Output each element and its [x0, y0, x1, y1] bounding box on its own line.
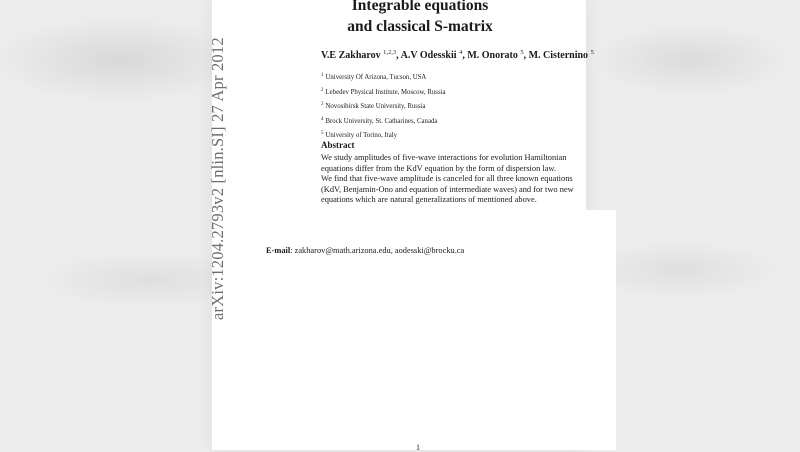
- affiliation-text: University Of Arizona, Tucson, USA: [325, 74, 427, 81]
- abstract-line: We study amplitudes of five-wave interactions for evolution Hamiltonian: [321, 153, 567, 162]
- author-name: A.V Odesskii: [400, 50, 457, 61]
- affiliation-text: Brock University, St. Catharines, Canada: [325, 117, 438, 125]
- page-number: 1: [416, 443, 420, 452]
- author-affiliation-mark: 5: [590, 49, 594, 56]
- affiliation-text: Novosibirsk State University, Russia: [325, 103, 426, 111]
- abstract-line: equations differ from the KdV equation by the form of dispersion law.: [321, 163, 556, 173]
- abstract-line: equations which are natural generalizations of mentioned above.: [321, 195, 537, 205]
- affiliation-list: [321, 70, 446, 143]
- abstract-body: [321, 153, 589, 206]
- affiliation-text: University of Torino, Italy: [325, 132, 398, 140]
- affiliation-text: Lebedev Physical Institute, Moscow, Russia: [325, 88, 446, 96]
- document-page-edge: [586, 210, 616, 450]
- title-line-2: and classical S-matrix: [347, 18, 493, 35]
- author-list: V.E Zakharov $^{1,2,3}$, A.V Odesskii $^4$, M. Onorato $^5$, M. Cisternino $^5$: [321, 49, 594, 61]
- abstract-line: (KdV, Benjamin-Ono and equation of intermediate waves) and for two new: [321, 184, 574, 194]
- abstract-line: We find that five-wave amplitude is canceled for all three known equations: [321, 174, 573, 184]
- title-line-1: Integrable equations: [351, 0, 489, 14]
- arxiv-identifier[interactable]: arXiv:1204.2793v2 [nlin.SI] 27 Apr 2012: [208, 37, 227, 320]
- paper-title: [300, 0, 540, 37]
- email-line: [266, 246, 464, 255]
- affiliation-number: 2: [321, 87, 324, 93]
- email-addresses[interactable]: : zakharov@math.arizona.edu, aodesski@brocku.ca: [290, 246, 465, 255]
- author-affiliation-mark: 5: [520, 49, 524, 56]
- author-name: M. Onorato: [467, 50, 518, 61]
- affiliation-number: 5: [321, 131, 324, 137]
- affiliation-number: 3: [321, 102, 324, 108]
- document-page: [212, 0, 589, 450]
- affiliation-item: [321, 114, 446, 129]
- affiliation-item: [321, 85, 446, 100]
- author-name: M. Cisternino: [528, 50, 589, 61]
- author-affiliation-mark: 1,2,3: [383, 49, 397, 56]
- author-affiliation-mark: 4: [459, 49, 463, 56]
- affiliation-number: 1: [321, 73, 324, 78]
- affiliation-item: [321, 99, 446, 114]
- affiliation-number: 4: [321, 116, 324, 122]
- author-name: V.E Zakharov: [321, 50, 381, 61]
- email-label: E-mail: [266, 246, 291, 255]
- affiliation-item: [321, 70, 446, 85]
- abstract-heading: Abstract: [321, 140, 355, 150]
